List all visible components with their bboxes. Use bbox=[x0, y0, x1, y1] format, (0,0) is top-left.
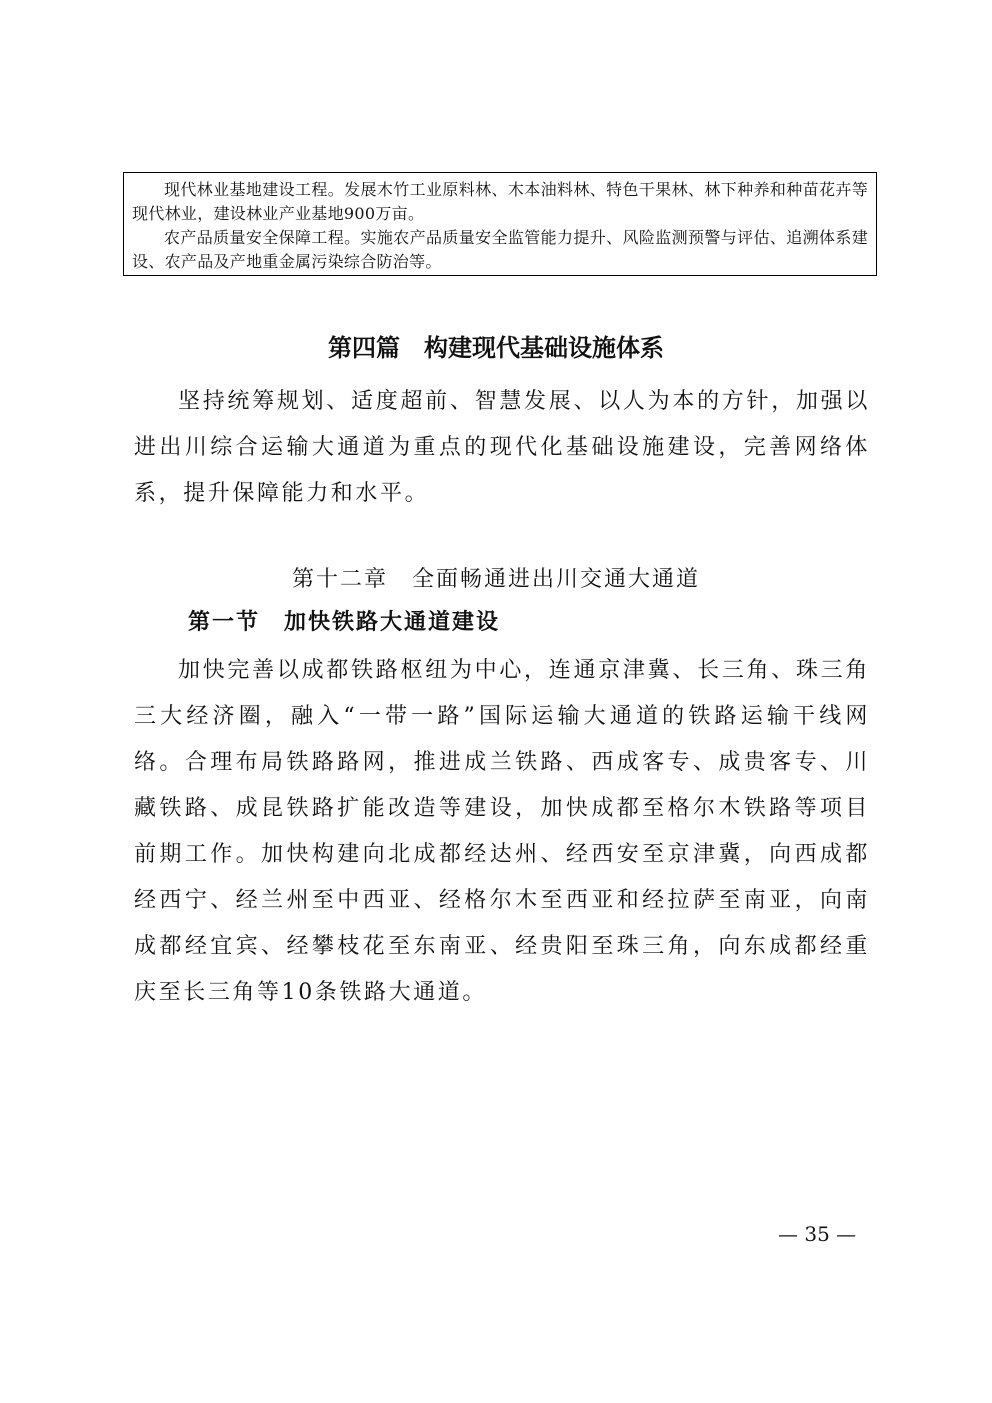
railway-paragraph: 加快完善以成都铁路枢纽为中心，连通京津冀、长三角、珠三角三大经济圈，融入“一带一路”国际运输大通道的铁路运输干线网络。合理布局铁路路网，推进成兰铁路、西成客专、成贵客专、川藏铁路、成昆铁路扩能改造等建设，加快成都至格尔木铁路等项目前期工作。加快构建向北成都经达州、经西安至京津冀，向西成都经西宁、经兰州至中西亚、经格尔木至西亚和经拉萨至南亚，向南成都经宜宾、经攀枝花至东南亚、经贵阳至珠三角，向东成都经重庆至长三角等10条铁路大通道。 bbox=[134, 658, 870, 1005]
project-box bbox=[123, 172, 877, 276]
project-agri-quality: 农产品质量安全保障工程。实施农产品质量安全监管能力提升、风险监测预警与评估、追溯体系建设、农产品及产地重金属污染综合防治等。 bbox=[132, 228, 868, 271]
project-forestry: 现代林业基地建设工程。发展木竹工业原料林、木本油料林、特色干果林、林下种养和种苗花卉等现代林业，建设林业产业基地900万亩。 bbox=[132, 180, 868, 223]
section-title: 第一节 加快铁路大通道建设 bbox=[188, 609, 501, 635]
railway-section bbox=[134, 648, 870, 1016]
intro-section bbox=[134, 379, 870, 517]
intro-paragraph: 坚持统筹规划、适度超前、智慧发展、以人为本的方针，加强以进出川综合运输大通道为重点的现代化基础设施建设，完善网络体系，提升保障能力和水平。 bbox=[134, 389, 870, 506]
chapter-title: 第十二章 全面畅通进出川交通大通道 bbox=[291, 567, 700, 592]
part-title: 第四篇 构建现代基础设施体系 bbox=[328, 334, 664, 362]
page-number: — 35 — bbox=[778, 1222, 857, 1246]
